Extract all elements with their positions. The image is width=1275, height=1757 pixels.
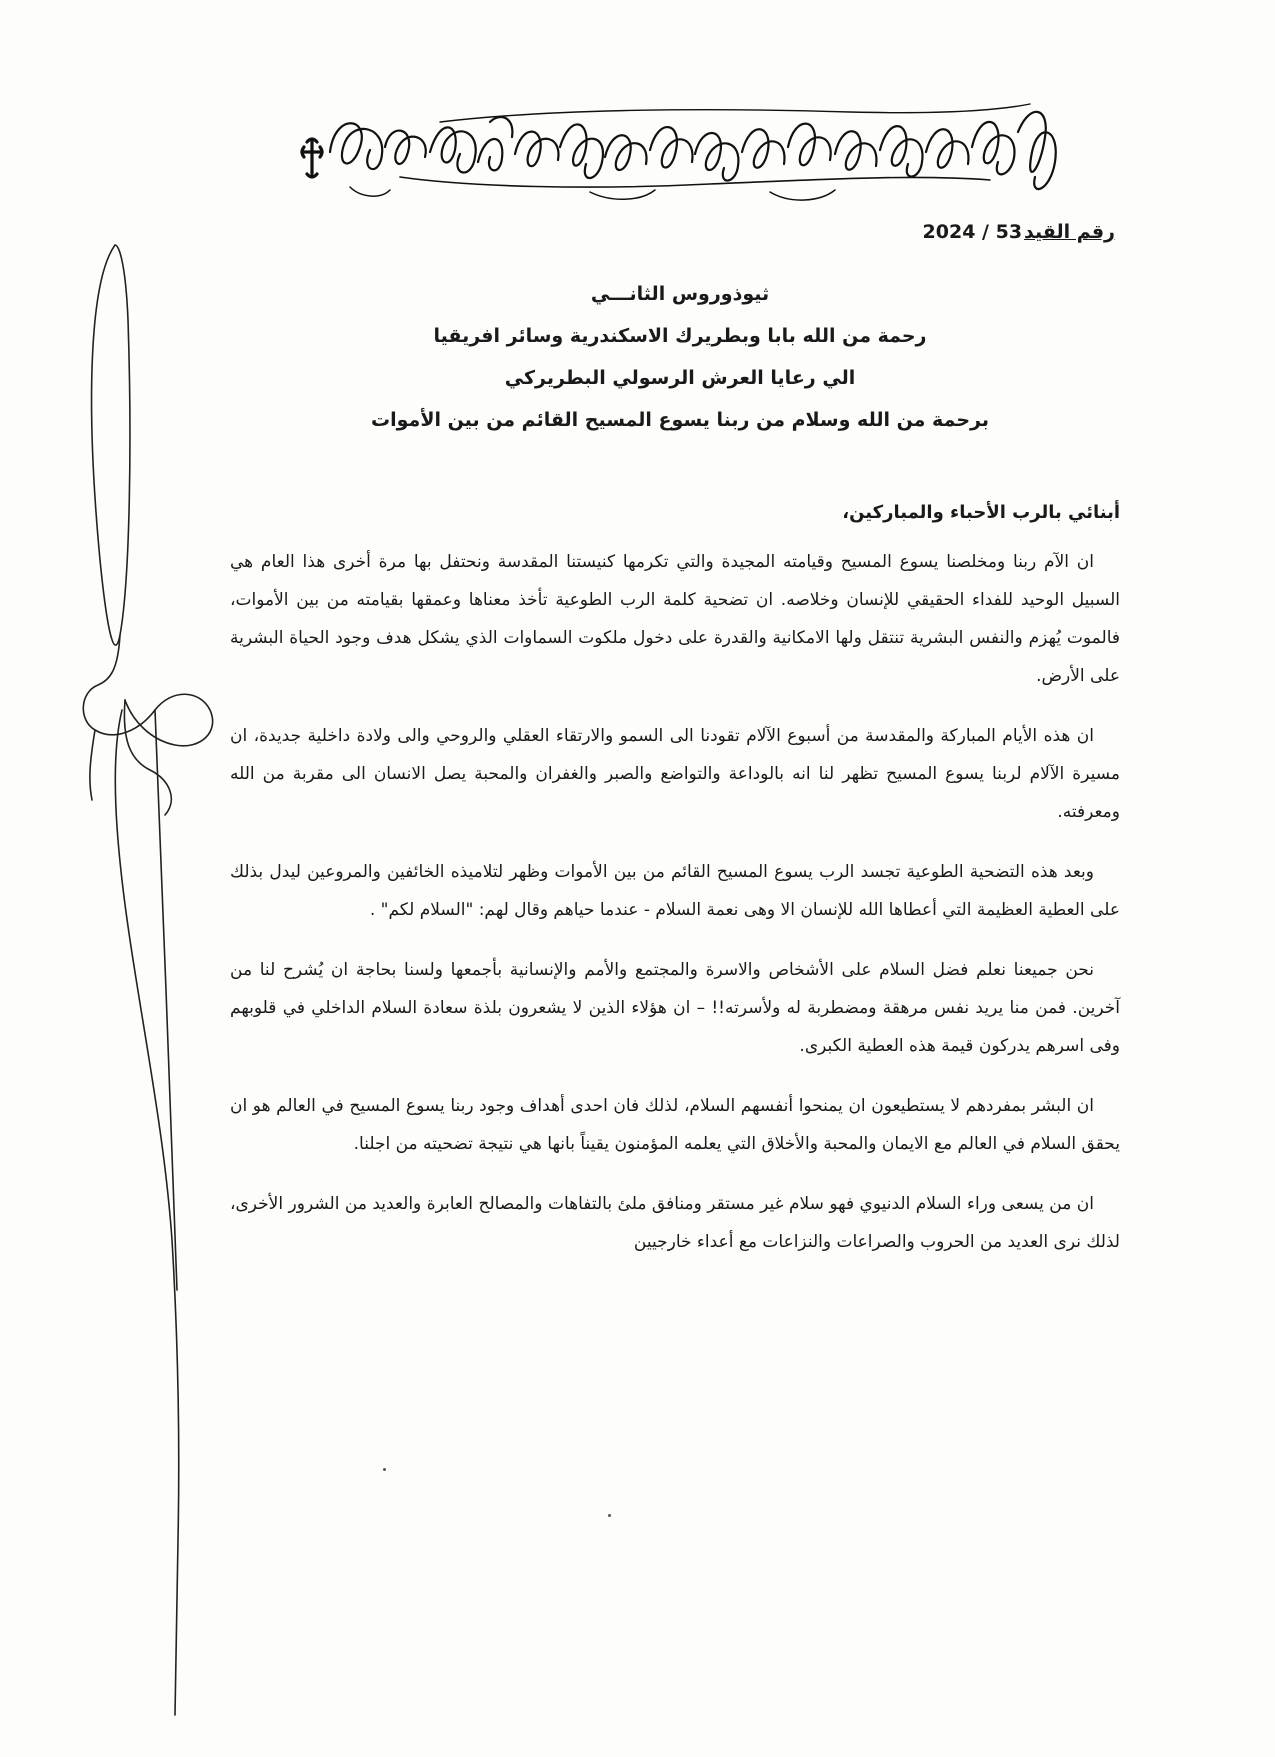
scan-speck — [383, 1468, 386, 1471]
reference-label: رقم القيد — [1024, 221, 1115, 243]
paragraph-3: وبعد هذه التضحية الطوعية تجسد الرب يسوع المسيح القائم من بين الأموات وظهر لتلاميذه الخائفين والمروعين ليدل بذلك على العطية العظيمة التي أعطاها الله للإنسان الا وهى نعمة السلام - عندما حياهم وقال لهم: "السلام لكم" . — [230, 862, 1120, 920]
binding-cord — [60, 240, 230, 1720]
letter-header — [300, 282, 1060, 450]
signature-cross-icon — [302, 139, 322, 177]
paragraph-6: ان من يسعى وراء السلام الدنيوي فهو سلام غير مستقر ومنافق ملئ بالتفاهات والمصالح العابرة والعديد من الشرور الأخرى، لذلك نرى العديد من الحروب والصراعات والنزاعات مع أعداء خارجيين — [230, 1194, 1120, 1252]
greeting-line: برحمة من الله وسلام من ربنا يسوع المسيح القائم من بين الأموات — [371, 409, 989, 431]
patriarch-signature — [290, 92, 1070, 212]
paragraph-5: ان البشر بمفردهم لا يستطيعون ان يمنحوا أنفسهم السلام، لذلك فان احدى أهداف وجود ربنا يسوع المسيح في العالم هو ان يحقق السلام في العالم مع الايمان والمحبة والأخلاق التي يعلمه المؤمنون يقيناً بانها هي نتيجة تضحيته من اجلنا. — [230, 1096, 1120, 1154]
addressee-line: الي رعايا العرش الرسولي البطريركي — [504, 367, 856, 389]
paragraph-1: ان الآم ربنا ومخلصنا يسوع المسيح وقيامته المجيدة والتي تكرمها كنيستنا المقدسة ونحتفل بها مرة أخرى هذا العام هي السبيل الوحيد للفداء الحقيقي للإنسان وخلاصه. ان تضحية كلمة الرب الطوعية تأخذ معناها وعمقها بقيامته من بين الأموات، فالموت يُهزم والنفس البشرية تنتقل ولها الامكانية والقدرة على دخول ملكوت السماوات الذي يشكل هدف وجود الحياة البشرية على الأرض. — [230, 552, 1120, 686]
scan-speck — [608, 1514, 611, 1517]
paragraph-4: نحن جميعنا نعلم فضل السلام على الأشخاص والاسرة والمجتمع والأمم والإنسانية بأجمعها ولسنا بحاجة ان يُشرح لنا من آخرين. فمن منا يريد نفس مرهقة ومضطربة له ولأسرته!! – ان هؤلاء الذين لا يشعرون بلذة سعادة السلام الداخلي في قلوبهم وفى اسرهم يدركون قيمة هذه العطية الكبرى. — [230, 960, 1120, 1056]
salutation: أبنائي بالرب الأحباء والمباركين، — [842, 502, 1120, 523]
paragraph-2: ان هذه الأيام المباركة والمقدسة من أسبوع الآلام تقودنا الى السمو والارتقاء العقلي والروحي والى ولادة داخلية جديدة، ان مسيرة الآلام لربنا يسوع المسيح تظهر لنا انه بالوداعة والتواضع والصبر والغفران والمحبة يصل الانسان الى مقربة من الله ومعرفته. — [230, 726, 1120, 822]
patriarch-name: ثيوذوروس الثانـــي — [590, 283, 770, 305]
reference-value: 2024 / 53 — [922, 221, 1023, 243]
reference-number — [923, 221, 1115, 243]
letter-body — [230, 499, 1120, 1283]
patriarch-title: رحمة من الله بابا وبطريرك الاسكندرية وسائر افريقيا — [433, 325, 927, 347]
